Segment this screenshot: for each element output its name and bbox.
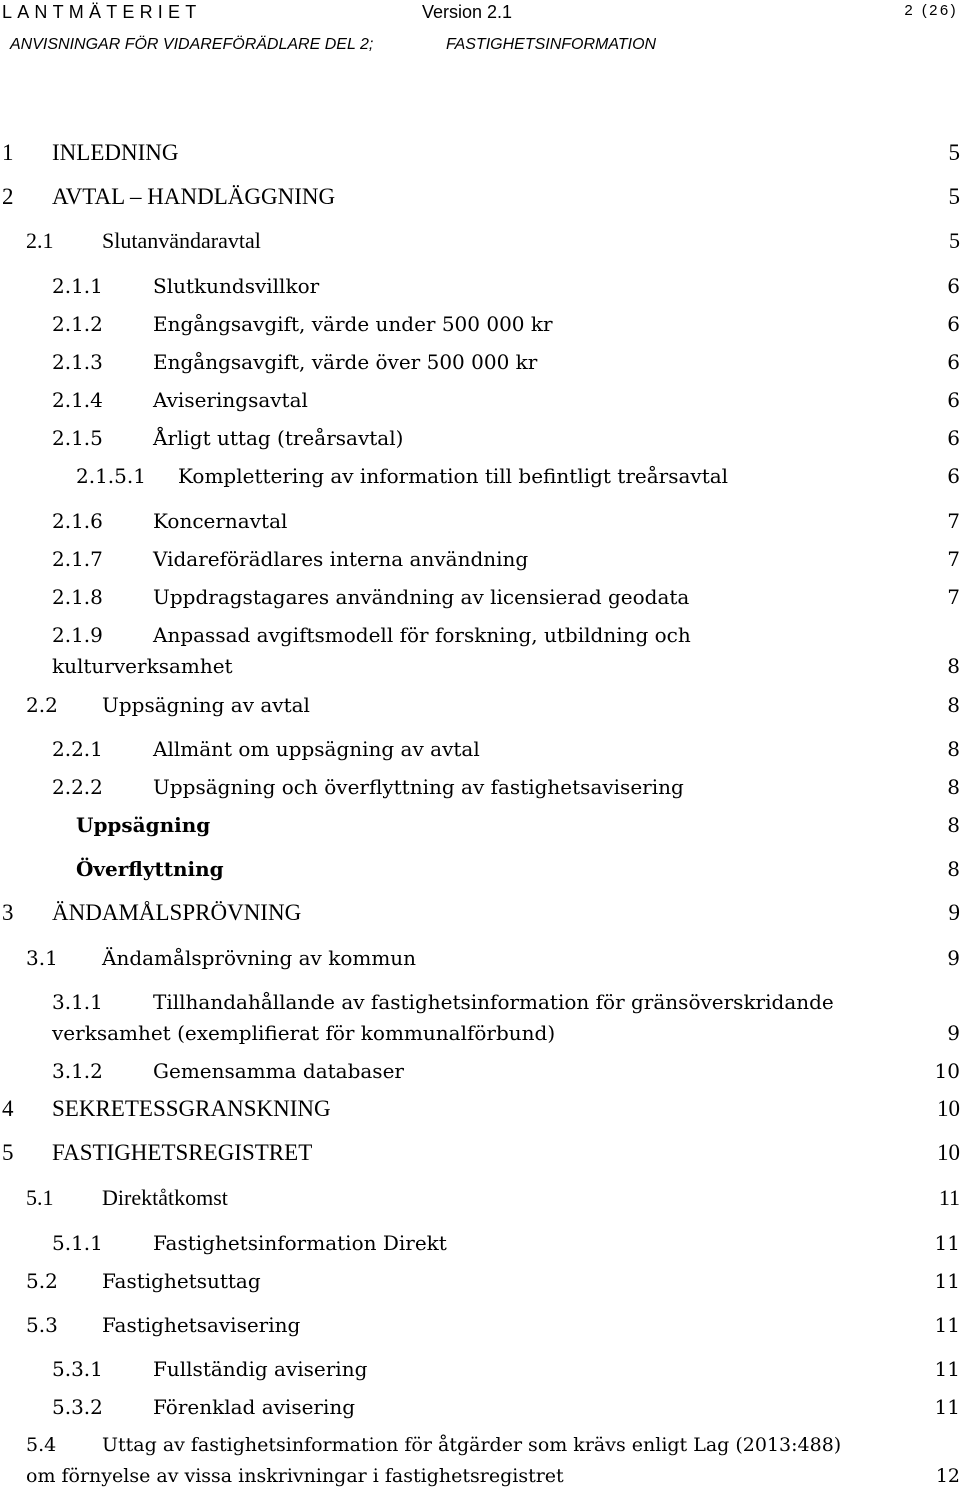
toc-number: 2.1.2	[52, 312, 103, 336]
toc-page: 12	[935, 1465, 960, 1487]
toc-page: 10	[937, 1096, 960, 1121]
toc-title: Koncernavtal	[153, 509, 288, 533]
toc-page: 6	[947, 274, 960, 298]
toc-page: 8	[947, 693, 960, 717]
organization-name: LANTMÄTERIET	[2, 2, 202, 22]
toc-title: Komplettering av information till befintligt treårsavtal	[178, 464, 729, 488]
toc-page: 8	[947, 813, 960, 837]
toc-number: 3.1.2	[52, 1059, 103, 1083]
toc-page: 8	[947, 857, 960, 881]
toc-title: Förenklad avisering	[153, 1395, 356, 1419]
toc-page: 11	[934, 1395, 960, 1419]
toc-title: Uppsägning och överflyttning av fastighetsavisering	[153, 775, 684, 799]
toc-number: 5.1.1	[52, 1231, 103, 1255]
toc-page: 11	[934, 1357, 960, 1381]
toc-page: 5	[948, 184, 960, 209]
toc-title: Anpassad avgiftsmodell för forskning, utbildning och	[153, 623, 691, 647]
toc-title: INLEDNING	[52, 140, 179, 165]
toc-number: 2.1	[26, 228, 54, 253]
toc-number: 2.1.7	[52, 547, 103, 571]
toc-number: 4	[2, 1096, 14, 1121]
toc-title: Slutkundsvillkor	[153, 274, 320, 298]
toc-page: 6	[947, 350, 960, 374]
toc-title: FASTIGHETSREGISTRET	[52, 1140, 313, 1165]
toc-page: 8	[947, 737, 960, 761]
toc-title: Fastighetsuttag	[102, 1269, 261, 1293]
toc-title: Uppsägning av avtal	[102, 693, 310, 717]
document-title: ANVISNINGAR FÖR VIDAREFÖRÄDLARE DEL 2;	[10, 36, 374, 53]
toc-page: 8	[947, 775, 960, 799]
toc-number: 5.3.1	[52, 1357, 103, 1381]
toc-number: 3.1	[26, 946, 58, 970]
toc-title: Gemensamma databaser	[153, 1059, 404, 1083]
toc-title: Uttag av fastighetsinformation för åtgärder som krävs enligt Lag (2013:488)	[102, 1434, 842, 1456]
toc-title: Överflyttning	[76, 857, 224, 881]
toc-title: Fastighetsinformation Direkt	[153, 1231, 447, 1255]
toc-title: Aviseringsavtal	[153, 388, 308, 412]
toc-page: 6	[947, 464, 960, 488]
toc-title: Fullständig avisering	[153, 1357, 368, 1381]
toc-page: 6	[947, 388, 960, 412]
toc-number: 2.1.1	[52, 274, 103, 298]
toc-number: 5.3	[26, 1313, 58, 1337]
toc-title: Direktåtkomst	[102, 1185, 228, 1210]
toc-number: 1	[2, 140, 14, 165]
toc-number: 3	[2, 900, 14, 925]
toc-page: 5	[949, 228, 960, 253]
toc-title: Allmänt om uppsägning av avtal	[153, 737, 480, 761]
toc-page: 11	[934, 1231, 960, 1255]
version-label: Version 2.1	[422, 2, 513, 22]
toc-number: 2.1.4	[52, 388, 103, 412]
toc-title: Vidareförädlares interna användning	[153, 547, 529, 571]
toc-title: Slutanvändaravtal	[102, 228, 261, 253]
toc-page: 11	[938, 1185, 960, 1210]
toc-number: 5.2	[26, 1269, 58, 1293]
toc-title: Ändamålsprövning av kommun	[102, 946, 417, 970]
toc-title: Uppsägning	[76, 813, 211, 837]
toc-page: 11	[934, 1313, 960, 1337]
toc-page: 10	[934, 1059, 960, 1083]
toc-title: Engångsavgift, värde under 500 000 kr	[153, 312, 553, 336]
toc-page: 11	[934, 1269, 960, 1293]
toc-title: Tillhandahållande av fastighetsinformation för gränsöverskridande	[153, 990, 834, 1014]
toc-title: Uppdragstagares användning av licensierad geodata	[153, 585, 690, 609]
toc-page: 9	[947, 946, 960, 970]
toc-number: 5	[2, 1140, 14, 1165]
toc-title-continued: kulturverksamhet	[52, 654, 233, 678]
toc-number: 3.1.1	[52, 990, 103, 1014]
toc-page: 7	[947, 509, 960, 533]
toc-number: 5.3.2	[52, 1395, 103, 1419]
document-subject: FASTIGHETSINFORMATION	[446, 36, 657, 53]
toc-page: 6	[947, 426, 960, 450]
toc-number: 2.2.1	[52, 737, 103, 761]
toc-page: 7	[947, 547, 960, 571]
toc-number: 2.1.5.1	[76, 464, 146, 488]
toc-number: 5.4	[26, 1434, 57, 1456]
toc-page: 7	[947, 585, 960, 609]
toc-page: 10	[937, 1140, 960, 1165]
page-number: 2 (26)	[904, 2, 958, 19]
toc-number: 2.2	[26, 693, 58, 717]
toc-number: 2.1.9	[52, 623, 103, 647]
toc-number: 5.1	[26, 1185, 54, 1210]
toc-number: 2.2.2	[52, 775, 103, 799]
toc-title-continued: om förnyelse av vissa inskrivningar i fastighetsregistret	[26, 1465, 564, 1487]
toc-title: AVTAL – HANDLÄGGNING	[52, 184, 336, 209]
toc-number: 2.1.3	[52, 350, 103, 374]
toc-title: ÄNDAMÅLSPRÖVNING	[52, 900, 302, 925]
toc-page: 9	[948, 900, 960, 925]
page-header	[0, 2, 960, 24]
toc-number: 2.1.8	[52, 585, 103, 609]
toc-title: Fastighetsavisering	[102, 1313, 301, 1337]
toc-page: 5	[948, 140, 960, 165]
toc-title: Årligt uttag (treårsavtal)	[153, 426, 404, 450]
toc-number: 2.1.6	[52, 509, 103, 533]
toc-page: 6	[947, 312, 960, 336]
toc-number: 2.1.5	[52, 426, 103, 450]
toc-title: SEKRETESSGRANSKNING	[52, 1096, 331, 1121]
toc-title-continued: verksamhet (exemplifierat för kommunalförbund)	[52, 1021, 556, 1045]
toc-page: 8	[947, 654, 960, 678]
toc-page: 9	[947, 1021, 960, 1045]
toc-title: Engångsavgift, värde över 500 000 kr	[153, 350, 538, 374]
toc-number: 2	[2, 184, 14, 209]
